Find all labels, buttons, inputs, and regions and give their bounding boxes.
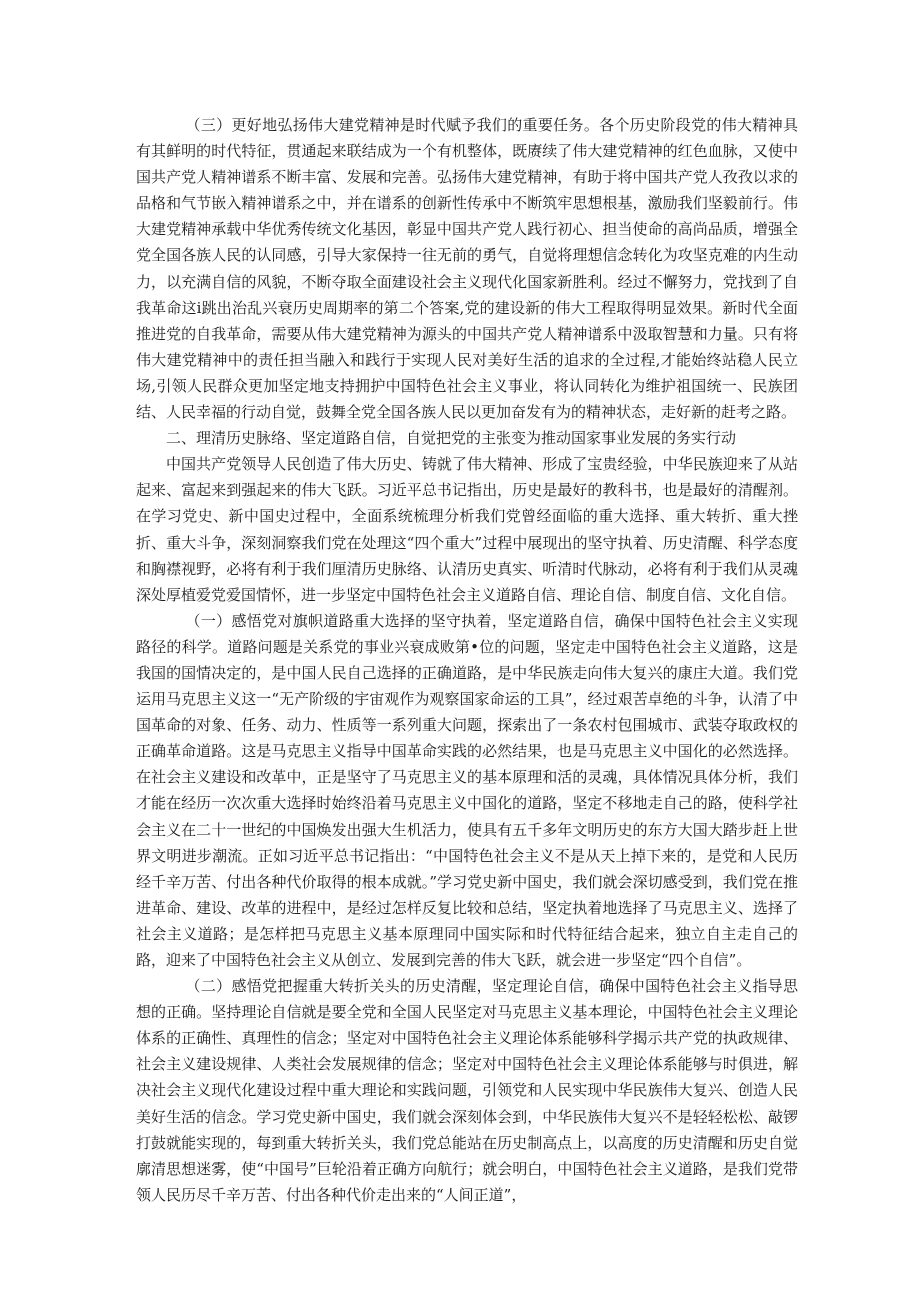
document-page: [136, 112, 798, 1208]
paragraph-section-3: （三）更好地弘扬伟大建党精神是时代赋予我们的重要任务。各个历史阶段党的伟大精神具有其鲜明的时代特征，贯通起来联结成为一个有机整体，既赓续了伟大建党精神的红色血脉，又使中国共产党人精神谱系不断丰富、发展和完善。弘扬伟大建党精神，有助于将中国共产党人孜孜以求的品格和气节嵌入精神谱系之中，并在谱系的创新性传承中不断筑牢思想根基，激励我们坚毅前行。伟大建党精神承载中华优秀传统文化基因，彰显中国共产党人践行初心、担当使命的高尚品质，增强全党全国各族人民的认同感，引导大家保持一往无前的勇气，自觉将理想信念转化为攻坚克难的内生动力，以充满自信的风貌，不断夺取全面建设社会主义现代化国家新胜利。经过不懈努力，党找到了自我革命这i跳出治乱兴衰历史周期率的第二个答案,党的建设新的伟大工程取得明显效果。新时代全面推进党的自我革命，需要从伟大建党精神为源头的中国共产党人精神谱系中汲取智慧和力量。只有将伟大建党精神中的责任担当融入和践行于实现人民对美好生活的追求的全过程,才能始终站稳人民立场,引领人民群众更加坚定地支持拥护中国特色社会主义事业，将认同转化为维护祖国统一、民族团结、人民幸福的行动自觉，鼓舞全党全国各族人民以更加奋发有为的精神状态，走好新的赶考之路。: [136, 116, 798, 422]
section-heading-2: 二、理清历史脉络、坚定道路自信，自觉把党的主张变为推动国家事业发展的务实行动: [166, 429, 737, 448]
paragraph-history-intro: 中国共产党领导人民创造了伟大历史、铸就了伟大精神、形成了宝贵经验，中华民族迎来了从站起来、富起来到强起来的伟大飞跃。习近平总书记指出，历史是最好的教科书，也是最好的清醒剂。在学习党史、新中国史过程中，全面系统梳理分析我们党曾经面临的重大选择、重大转折、重大挫折、重大斗争，深刻洞察我们党在处理这“四个重大”过程中展现出的坚守执着、历史清醒、科学态度和胸襟视野，必将有利于我们厘清历史脉络、认清历史真实、听清时代脉动，必将有利于我们从灵魂深处厚植爱党爱国情怀，进一步坚定中国特色社会主义道路自信、理论自信、制度自信、文化自信。: [136, 455, 798, 604]
paragraph-subsection-1: （一）感悟党对旗帜道路重大选择的坚守执着，坚定道路自信，确保中国特色社会主义实现路径的科学。道路问题是关系党的事业兴衰成败第•位的问题，坚定走中国特色社会主义道路，这是我国的国情决定的，是中国人民自己选择的正确道路，是中华民族走向伟大复兴的康庄大道。我们党运用马克思主义这一“无产阶级的宇宙观作为观察国家命运的工具”，经过艰苦卓绝的斗争，认清了中国革命的对象、任务、动力、性质等一系列重大问题，探索出了一条农村包围城市、武装夺取政权的正确革命道路。这是马克思主义指导中国革命实践的必然结果，也是马克思主义中国化的必然选择。在社会主义建设和改革中，正是坚守了马克思主义的基本原理和活的灵魂，具体情况具体分析，我们才能在经历一次次重大选择时始终沿着马克思主义中国化的道路，坚定不移地走自己的路，使科学社会主义在二十一世纪的中国焕发出强大生机活力，使具有五千多年文明历史的东方大国大踏步赶上世界文明进步潮流。正如习近平总书记指出：“中国特色社会主义不是从天上掉下来的，是党和人民历经千辛万苦、付出各种代价取得的根本成就。”学习党史新中国史，我们就会深切感受到，我们党在推进革命、建设、改革的进程中，是经过怎样反复比较和总结，坚定执着地选择了马克思主义、选择了社会主义道路；是怎样把马克思主义基本原理同中国实际和时代特征结合起来，独立自主走自己的路，迎来了中国特色社会主义从创立、发展到完善的伟大飞跃，就会进一步坚定“四个自信”。: [136, 611, 798, 969]
paragraph-subsection-2: （二）感悟党把握重大转折关头的历史清醒，坚定理论自信，确保中国特色社会主义指导思想的正确。坚持理论自信就是要全党和全国人民坚定对马克思主义基本理论，中国特色社会主义理论体系的正确性、真理性的信念；坚定对中国特色社会主义理论体系能够科学揭示共产党的执政规律、社会主义建设规律、人类社会发展规律的信念；坚定对中国特色社会主义理论体系能够与时俱进，解决社会主义现代化建设过程中重大理论和实践问题，引领党和人民实现中华民族伟大复兴、创造人民美好生活的信念。学习党史新中国史，我们就会深刻体会到，中华民族伟大复兴不是轻轻松松、敲锣打鼓就能实现的，每到重大转折关头，我们党总能站在历史制高点上，以高度的历史清醒和历史自觉廓清思想迷雾，使“中国号”巨轮沿着正确方向航行；就会明白，中国特色社会主义道路，是我们党带领人民历尽千辛万苦、付出各种代价走出来的“人间正道”，: [136, 977, 798, 1204]
